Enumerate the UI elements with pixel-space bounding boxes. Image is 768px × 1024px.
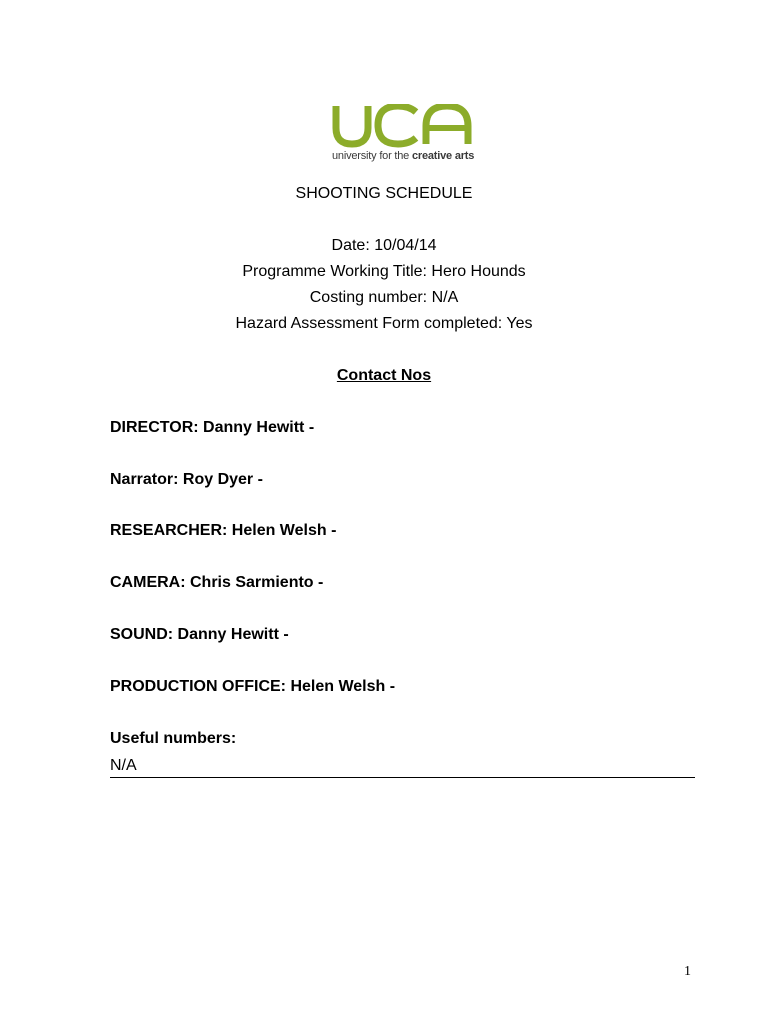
camera-contact: CAMERA: Chris Sarmiento - [110,574,324,591]
document-heading: SHOOTING SCHEDULE [295,185,473,202]
sound-contact: SOUND: Danny Hewitt - [110,626,289,643]
useful-numbers-value: N/A [110,756,695,778]
costing-number-line: Costing number: N/A [309,289,459,306]
date-line: Date: 10/04/14 [331,237,437,254]
uca-logo-tagline: university for the creative arts [332,150,475,162]
researcher-contact: RESEARCHER: Helen Welsh - [110,522,337,539]
uca-logo [332,104,478,166]
contact-nos-heading: Contact Nos [336,367,432,384]
page-number: 1 [684,964,691,979]
uca-logo-letters [332,104,478,148]
narrator-contact: Narrator: Roy Dyer - [110,471,263,488]
director-contact: DIRECTOR: Danny Hewitt - [110,419,315,436]
hazard-assessment-line: Hazard Assessment Form completed: Yes [235,315,533,332]
working-title-line: Programme Working Title: Hero Hounds [242,263,526,280]
production-office-contact: PRODUCTION OFFICE: Helen Welsh - [110,678,396,695]
useful-numbers-label: Useful numbers: [110,730,237,747]
